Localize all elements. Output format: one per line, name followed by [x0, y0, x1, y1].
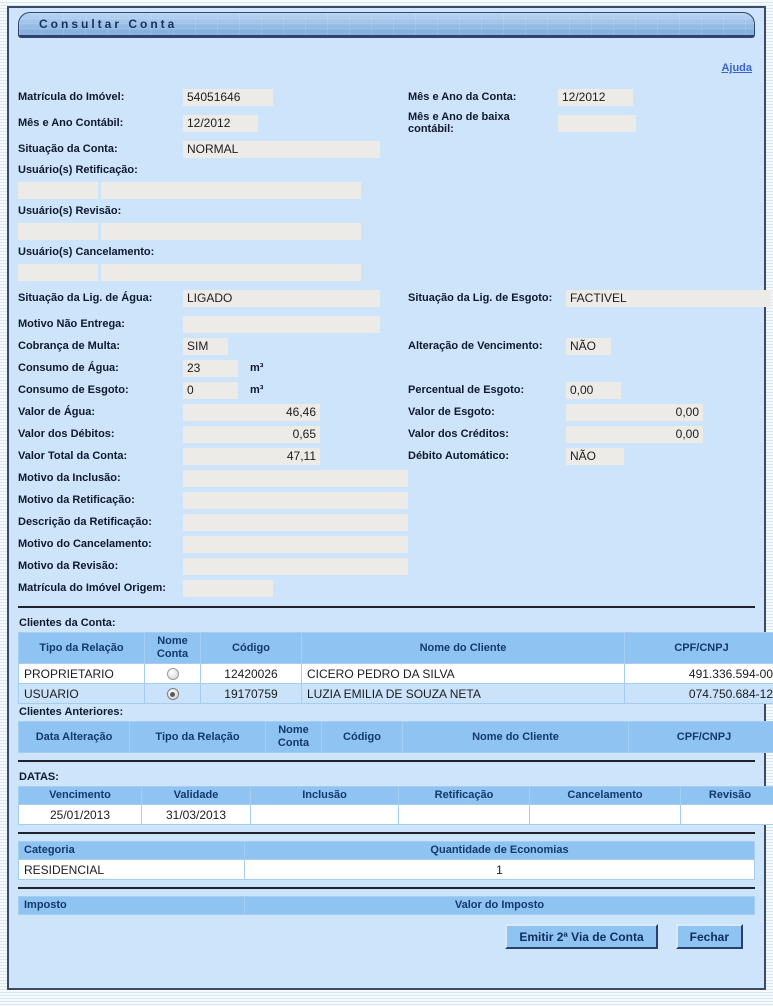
table-row: [19, 805, 773, 824]
descricao-retificacao-label: Descrição da Retificação:: [18, 516, 152, 528]
motivo-nao-entrega-field: [183, 316, 380, 333]
section-divider: [18, 606, 755, 608]
usuarios-retificacao-field-2: [101, 182, 361, 199]
categoria-table: [18, 841, 755, 880]
col-cancelamento: Cancelamento: [530, 787, 680, 804]
help-link[interactable]: Ajuda: [721, 62, 752, 74]
revisao-cell: [681, 805, 773, 824]
situacao-conta-field: NORMAL: [183, 141, 380, 158]
imposto-table: [18, 896, 755, 915]
usuarios-cancelamento-field-1: [18, 264, 98, 281]
row-total-debito-automatico: [18, 445, 755, 467]
usuarios-cancelamento-labelrow: [18, 242, 755, 261]
clientes-anteriores-header-row: [19, 722, 773, 752]
situacao-lig-esgoto-label: Situação da Lig. de Esgoto:: [408, 292, 553, 304]
form-content: [9, 58, 773, 949]
mes-ano-baixa-label: Mês e Ano de baixa contábil:: [408, 111, 510, 135]
col-inclusao: Inclusão: [251, 787, 398, 804]
motivo-revisao-label: Motivo da Revisão:: [18, 560, 119, 572]
footer-button-row: [18, 924, 743, 949]
row-motivo-inclusao: [18, 467, 755, 489]
table-row: [19, 684, 773, 703]
consultar-conta-panel: [7, 6, 773, 990]
col-nome-cliente: Nome do Cliente: [302, 633, 624, 663]
consumo-agua-label: Consumo de Água:: [18, 362, 119, 374]
motivo-retificacao-field: [183, 492, 408, 509]
usuarios-retificacao-labelrow: [18, 160, 755, 179]
mes-ano-conta-label: Mês e Ano da Conta:: [408, 91, 517, 103]
retificacao-cell: [399, 805, 529, 824]
col-vencimento: Vencimento: [19, 787, 141, 804]
cobranca-multa-field: SIM: [183, 338, 228, 355]
valor-creditos-label: Valor dos Créditos:: [408, 428, 509, 440]
matricula-imovel-field: 54051646: [183, 89, 273, 106]
datas-table: [18, 786, 773, 825]
clientes-conta-table: [18, 632, 773, 704]
quantidade-economias-cell: 1: [245, 860, 754, 879]
usuarios-revisao-fields: [18, 220, 755, 242]
valor-agua-label: Valor de Água:: [18, 406, 96, 418]
col-validade: Validade: [142, 787, 250, 804]
table-row: [19, 860, 754, 879]
row-consumo-esgoto: [18, 379, 755, 401]
col-nome-conta: Nome Conta: [266, 722, 321, 752]
usuarios-revisao-field-1: [18, 223, 98, 240]
col-tipo-relacao: Tipo da Relação: [130, 722, 265, 752]
nome-conta-radio[interactable]: [167, 688, 179, 700]
tipo-relacao-cell: PROPRIETARIO: [19, 664, 144, 683]
col-quantidade-economias: Quantidade de Economias: [245, 842, 754, 859]
mes-ano-contabil-field: 12/2012: [183, 115, 258, 132]
datas-header-row: [19, 787, 773, 804]
motivo-cancelamento-label: Motivo do Cancelamento:: [18, 538, 152, 550]
row-motivo-cancelamento: [18, 533, 755, 555]
situacao-lig-agua-label: Situação da Lig. de Água:: [18, 292, 153, 304]
inclusao-cell: [251, 805, 398, 824]
tipo-relacao-cell: USUARIO: [19, 684, 144, 703]
motivo-inclusao-label: Motivo da Inclusão:: [18, 472, 121, 484]
valor-debitos-label: Valor dos Débitos:: [18, 428, 115, 440]
mes-ano-conta-field: 12/2012: [558, 89, 633, 106]
cpf-cnpj-cell: 074.750.684-12: [625, 684, 773, 703]
cancelamento-cell: [530, 805, 680, 824]
situacao-lig-esgoto-field: FACTIVEL: [566, 290, 771, 307]
imposto-header-row: [19, 897, 754, 914]
nome-conta-radio[interactable]: [167, 668, 179, 680]
mes-ano-contabil-label: Mês e Ano Contábil:: [18, 117, 124, 129]
nome-cliente-cell: LUZIA EMILIA DE SOUZA NETA: [302, 684, 624, 703]
codigo-cell: 12420026: [201, 664, 301, 683]
cobranca-multa-label: Cobrança de Multa:: [18, 340, 121, 352]
consumo-agua-unit: m³: [250, 362, 264, 374]
col-valor-imposto: Valor do Imposto: [245, 897, 754, 914]
nome-cliente-cell: CICERO PEDRO DA SILVA: [302, 664, 624, 683]
cpf-cnpj-cell: 491.336.594-00: [625, 664, 773, 683]
help-row: [18, 58, 752, 72]
valor-esgoto-label: Valor de Esgoto:: [408, 406, 495, 418]
page-title: Consultar Conta: [39, 17, 178, 31]
row-lig-agua-esgoto: [18, 283, 755, 313]
matricula-imovel-label: Matrícula do Imóvel:: [18, 91, 125, 103]
clientes-conta-header-row: [19, 633, 773, 663]
col-nome-conta: Nome Conta: [145, 633, 200, 663]
debito-automatico-field: NÃO: [566, 448, 624, 465]
usuarios-retificacao-fields: [18, 179, 755, 201]
row-consumo-agua: [18, 357, 755, 379]
row-contabil-baixa: [18, 108, 755, 138]
usuarios-retificacao-field-1: [18, 182, 98, 199]
clientes-anteriores-section-label: Clientes Anteriores:: [19, 706, 124, 718]
valor-esgoto-field: 0,00: [566, 404, 703, 421]
mes-ano-baixa-field: [558, 115, 636, 132]
motivo-retificacao-label: Motivo da Retificação:: [18, 494, 135, 506]
motivo-inclusao-field: [183, 470, 408, 487]
col-nome-cliente: Nome do Cliente: [403, 722, 628, 752]
row-motivo-retificacao: [18, 489, 755, 511]
usuarios-revisao-labelrow: [18, 201, 755, 220]
col-data-alteracao: Data Alteração: [19, 722, 129, 752]
debito-automatico-label: Débito Automático:: [408, 450, 510, 462]
row-matricula-mesano: [18, 86, 755, 108]
percentual-esgoto-label: Percentual de Esgoto:: [408, 384, 525, 396]
row-multa-vencimento: [18, 335, 755, 357]
clientes-conta-section-label: Clientes da Conta:: [19, 617, 116, 629]
valor-debitos-field: 0,65: [183, 426, 320, 443]
col-tipo-relacao: Tipo da Relação: [19, 633, 144, 663]
table-row: [19, 664, 773, 683]
consumo-agua-field: 23: [183, 360, 238, 377]
consumo-esgoto-unit: m³: [250, 384, 264, 396]
consumo-esgoto-field: 0: [183, 382, 238, 399]
valor-total-conta-label: Valor Total da Conta:: [18, 450, 128, 462]
clientes-anteriores-table: [18, 721, 773, 753]
situacao-conta-label: Situação da Conta:: [18, 143, 118, 155]
fechar-button[interactable]: Fechar: [676, 924, 743, 949]
col-revisao: Revisão: [681, 787, 773, 804]
row-descricao-retificacao: [18, 511, 755, 533]
validade-cell: 31/03/2013: [142, 805, 250, 824]
col-codigo: Código: [322, 722, 402, 752]
usuarios-cancelamento-fields: [18, 261, 755, 283]
section-divider: [18, 760, 755, 762]
row-valor-agua-esgoto: [18, 401, 755, 423]
usuarios-revisao-field-2: [101, 223, 361, 240]
percentual-esgoto-field: 0,00: [566, 382, 621, 399]
descricao-retificacao-field: [183, 514, 408, 531]
section-divider: [18, 887, 755, 889]
vencimento-cell: 25/01/2013: [19, 805, 141, 824]
categoria-cell: RESIDENCIAL: [19, 860, 244, 879]
section-divider: [18, 832, 755, 834]
col-categoria: Categoria: [19, 842, 244, 859]
row-motivo-nao-entrega: [18, 313, 755, 335]
codigo-cell: 19170759: [201, 684, 301, 703]
datas-section-label: DATAS:: [19, 771, 59, 783]
motivo-cancelamento-field: [183, 536, 408, 553]
col-cpf-cnpj: CPF/CNPJ: [625, 633, 773, 663]
situacao-lig-agua-field: LIGADO: [183, 290, 380, 307]
row-motivo-revisao: [18, 555, 755, 577]
usuarios-cancelamento-field-2: [101, 264, 361, 281]
col-retificacao: Retificação: [399, 787, 529, 804]
row-debitos-creditos: [18, 423, 755, 445]
motivo-nao-entrega-label: Motivo Não Entrega:: [18, 318, 125, 330]
valor-agua-field: 46,46: [183, 404, 320, 421]
valor-total-conta-field: 47,11: [183, 448, 320, 465]
row-matricula-origem: [18, 577, 755, 599]
row-situacao-conta: [18, 138, 755, 160]
categoria-header-row: [19, 842, 754, 859]
alteracao-vencimento-field: NÃO: [566, 338, 611, 355]
consumo-esgoto-label: Consumo de Esgoto:: [18, 384, 129, 396]
usuarios-cancelamento-label: Usuário(s) Cancelamento:: [18, 245, 155, 258]
window-titlebar: [18, 12, 755, 38]
col-imposto: Imposto: [19, 897, 244, 914]
valor-creditos-field: 0,00: [566, 426, 703, 443]
alteracao-vencimento-label: Alteração de Vencimento:: [408, 340, 543, 352]
col-codigo: Código: [201, 633, 301, 663]
motivo-revisao-field: [183, 558, 408, 575]
emitir-segunda-via-button[interactable]: Emitir 2ª Via de Conta: [505, 924, 657, 949]
col-cpf-cnpj: CPF/CNPJ: [629, 722, 773, 752]
usuarios-revisao-label: Usuário(s) Revisão:: [18, 204, 122, 217]
matricula-imovel-origem-field: [183, 580, 273, 597]
usuarios-retificacao-label: Usuário(s) Retificação:: [18, 163, 138, 176]
matricula-imovel-origem-label: Matrícula do Imóvel Origem:: [18, 582, 166, 594]
